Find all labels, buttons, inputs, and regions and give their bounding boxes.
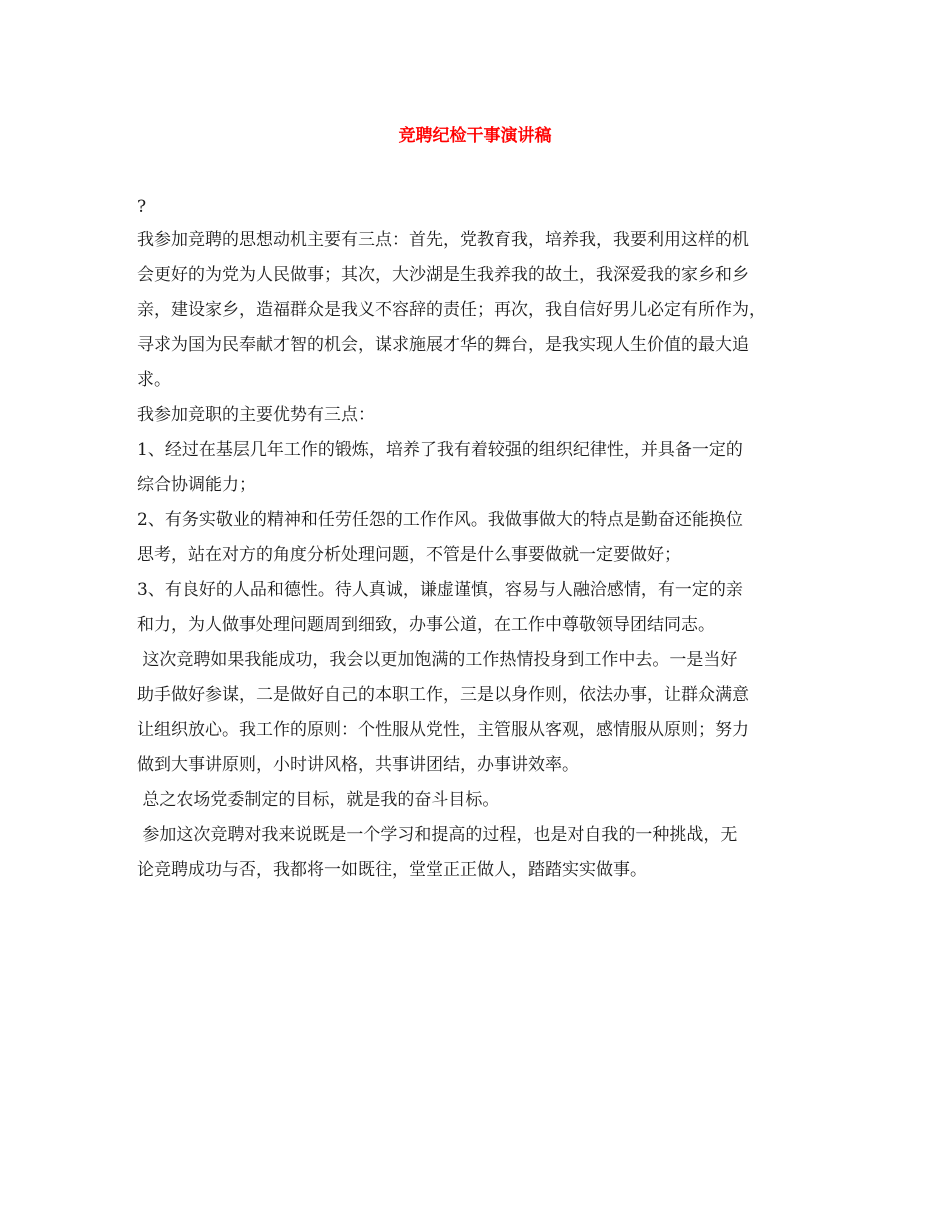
body-line: 总之农场党委制定的目标，就是我的奋斗目标。: [137, 790, 500, 810]
body-line: 1、经过在基层几年工作的锻炼，培养了我有着较强的组织纪律性，并具备一定的: [137, 440, 743, 460]
document-body: [137, 193, 817, 888]
body-line: 亲，建设家乡，造福群众是我义不容辞的责任；再次，我自信好男儿必定有所作为，: [137, 300, 766, 320]
body-line: 3、有良好的人品和德性。待人真诚，谦虚谨慎，容易与人融洽感情，有一定的亲: [137, 580, 743, 600]
body-line: 我参加竞职的主要优势有三点：: [137, 405, 375, 425]
body-line: 思考，站在对方的角度分析处理问题，不管是什么事要做就一定要做好；: [137, 545, 681, 565]
body-line: 寻求为国为民奉献才智的机会，谋求施展才华的舞台，是我实现人生价值的最大追: [137, 335, 749, 355]
body-line: 这次竞聘如果我能成功，我会以更加饱满的工作热情投身到工作中去。一是当好: [137, 650, 738, 670]
body-line: 参加这次竞聘对我来说既是一个学习和提高的过程，也是对自我的一种挑战，无: [137, 825, 738, 845]
body-line: 会更好的为党为人民做事；其次，大沙湖是生我养我的故土，我深爱我的家乡和乡: [137, 265, 749, 285]
body-line: ?: [137, 197, 147, 217]
document-title: 竞聘纪检干事演讲稿: [398, 126, 552, 146]
body-line: 和力，为人做事处理问题周到细致，办事公道，在工作中尊敬领导团结同志。: [137, 615, 715, 635]
body-line: 综合协调能力；: [137, 475, 256, 495]
body-line: 求。: [137, 370, 171, 390]
body-line: 我参加竞聘的思想动机主要有三点：首先，党教育我，培养我，我要利用这样的机: [137, 230, 749, 250]
body-line: 论竞聘成功与否，我都将一如既往，堂堂正正做人，踏踏实实做事。: [137, 860, 647, 880]
body-line: 让组织放心。我工作的原则：个性服从党性，主管服从客观，感情服从原则；努力: [137, 720, 749, 740]
body-line: 助手做好参谋，二是做好自己的本职工作，三是以身作则，依法办事，让群众满意: [137, 685, 749, 705]
body-line: 做到大事讲原则，小时讲风格，共事讲团结，办事讲效率。: [137, 755, 579, 775]
body-line: 2、有务实敬业的精神和任劳任怨的工作作风。我做事做大的特点是勤奋还能换位: [137, 510, 743, 530]
